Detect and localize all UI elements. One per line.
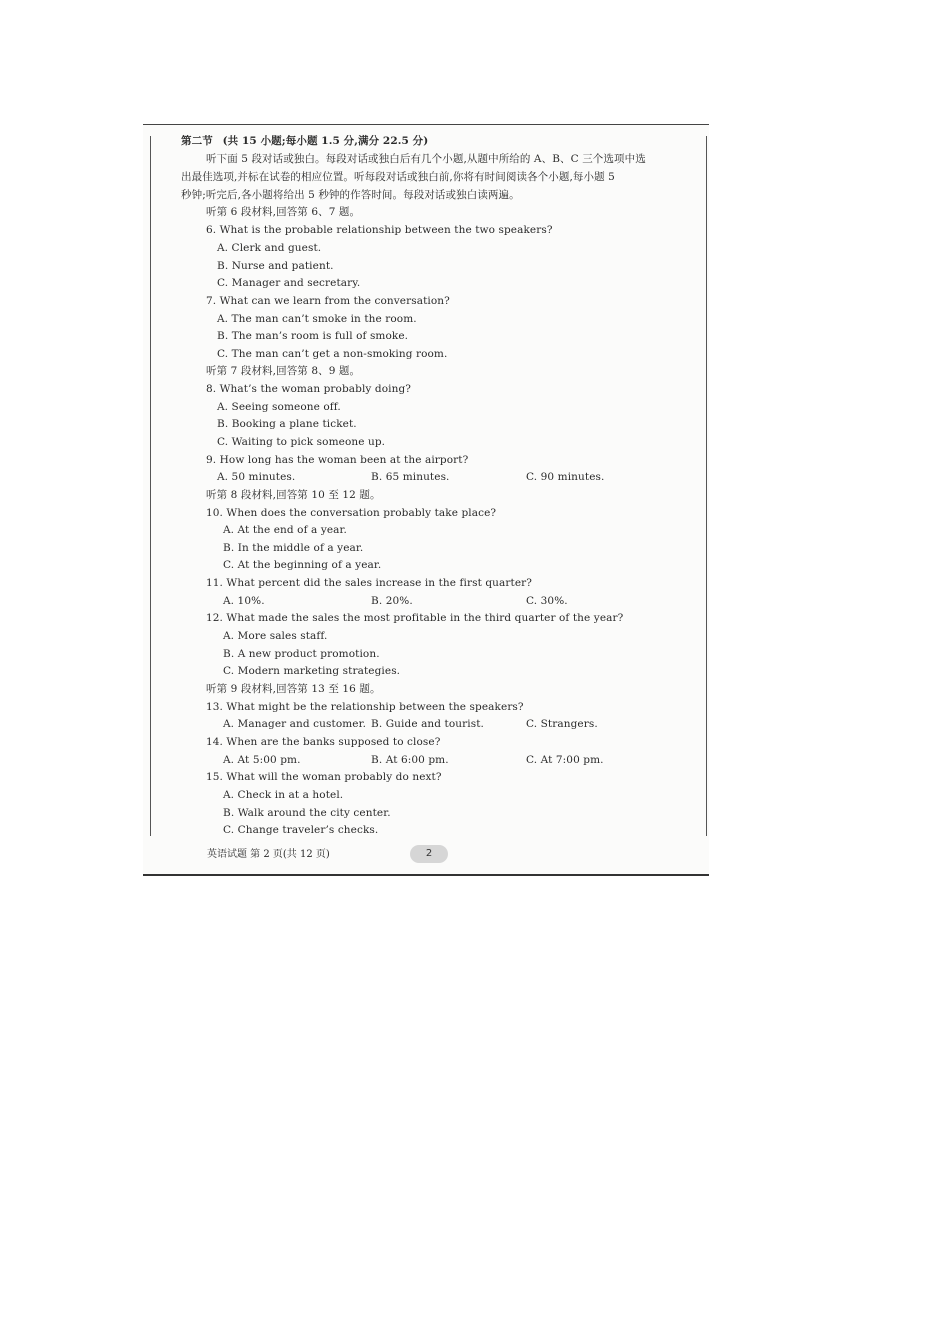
question-7-stem: 7. What can we learn from the conversation?	[206, 295, 450, 307]
instruction-line-2: 出最佳选项,并标在试卷的相应位置。听每段对话或独白前,你将有时间阅读各个小题,每小题 5	[181, 171, 615, 183]
question-7-option-a: A. The man can’t smoke in the room.	[217, 313, 417, 325]
group-heading-6: 听第 6 段材料,回答第 6、7 题。	[206, 206, 361, 218]
question-11-stem: 11. What percent did the sales increase in the first quarter?	[206, 577, 532, 589]
question-6-option-b: B. Nurse and patient.	[217, 260, 334, 272]
page-number-badge: 2	[410, 845, 448, 863]
question-8-stem: 8. What’s the woman probably doing?	[206, 383, 412, 395]
question-10-stem: 10. When does the conversation probably take place?	[206, 507, 497, 519]
section-header	[181, 134, 428, 148]
footer-label: 英语试题 第 2 页(共 12 页)	[207, 849, 330, 860]
question-6-option-c: C. Manager and secretary.	[217, 277, 361, 289]
question-14-option-a: A. At 5:00 pm.	[223, 754, 301, 766]
question-10-option-b: B. In the middle of a year.	[223, 542, 364, 554]
question-13-option-c: C. Strangers.	[526, 718, 598, 730]
question-13-option-b: B. Guide and tourist.	[371, 718, 484, 730]
question-6-stem: 6. What is the probable relationship between the two speakers?	[206, 224, 553, 236]
question-12-option-b: B. A new product promotion.	[223, 648, 380, 660]
question-8-option-c: C. Waiting to pick someone up.	[217, 436, 386, 448]
question-10-option-c: C. At the beginning of a year.	[223, 559, 382, 571]
question-9-stem: 9. How long has the woman been at the airport?	[206, 454, 469, 466]
question-15-stem: 15. What will the woman probably do next?	[206, 771, 442, 783]
section-heading: 第二节	[181, 135, 213, 147]
question-15-option-b: B. Walk around the city center.	[223, 807, 391, 819]
left-rule	[150, 136, 151, 836]
question-14-stem: 14. When are the banks supposed to close?	[206, 736, 441, 748]
question-11-option-b: B. 20%.	[371, 595, 413, 607]
question-15-option-a: A. Check in at a hotel.	[223, 789, 344, 801]
question-9-option-a: A. 50 minutes.	[217, 471, 296, 483]
question-13-stem: 13. What might be the relationship between the speakers?	[206, 701, 524, 713]
question-12-option-a: A. More sales staff.	[223, 630, 328, 642]
question-11-option-c: C. 30%.	[526, 595, 568, 607]
group-heading-9: 听第 9 段材料,回答第 13 至 16 题。	[206, 683, 381, 695]
question-12-option-c: C. Modern marketing strategies.	[223, 665, 401, 677]
question-15-option-c: C. Change traveler’s checks.	[223, 824, 379, 836]
group-heading-8: 听第 8 段材料,回答第 10 至 12 题。	[206, 489, 381, 501]
question-14-option-c: C. At 7:00 pm.	[526, 754, 604, 766]
section-scoring: (共 15 小题;每小题 1.5 分,满分 22.5 分)	[222, 135, 429, 147]
question-9-option-b: B. 65 minutes.	[371, 471, 450, 483]
question-7-option-c: C. The man can’t get a non-smoking room.	[217, 348, 448, 360]
instruction-line-1: 听下面 5 段对话或独白。每段对话或独白后有几个小题,从题中所给的 A、B、C 三个选项中选	[206, 153, 646, 165]
question-13-option-a: A. Manager and customer.	[223, 718, 367, 730]
question-8-option-a: A. Seeing someone off.	[217, 401, 341, 413]
top-rule	[143, 124, 709, 125]
right-rule	[706, 136, 707, 836]
question-6-option-a: A. Clerk and guest.	[217, 242, 322, 254]
bottom-rule	[143, 874, 709, 876]
question-9-option-c: C. 90 minutes.	[526, 471, 605, 483]
question-10-option-a: A. At the end of a year.	[223, 524, 347, 536]
group-heading-7: 听第 7 段材料,回答第 8、9 题。	[206, 365, 361, 377]
question-8-option-b: B. Booking a plane ticket.	[217, 418, 357, 430]
question-11-option-a: A. 10%.	[223, 595, 265, 607]
question-14-option-b: B. At 6:00 pm.	[371, 754, 449, 766]
question-12-stem: 12. What made the sales the most profitable in the third quarter of the year?	[206, 612, 624, 624]
question-7-option-b: B. The man’s room is full of smoke.	[217, 330, 409, 342]
instruction-line-3: 秒钟;听完后,各小题将给出 5 秒钟的作答时间。每段对话或独白读两遍。	[181, 189, 520, 201]
